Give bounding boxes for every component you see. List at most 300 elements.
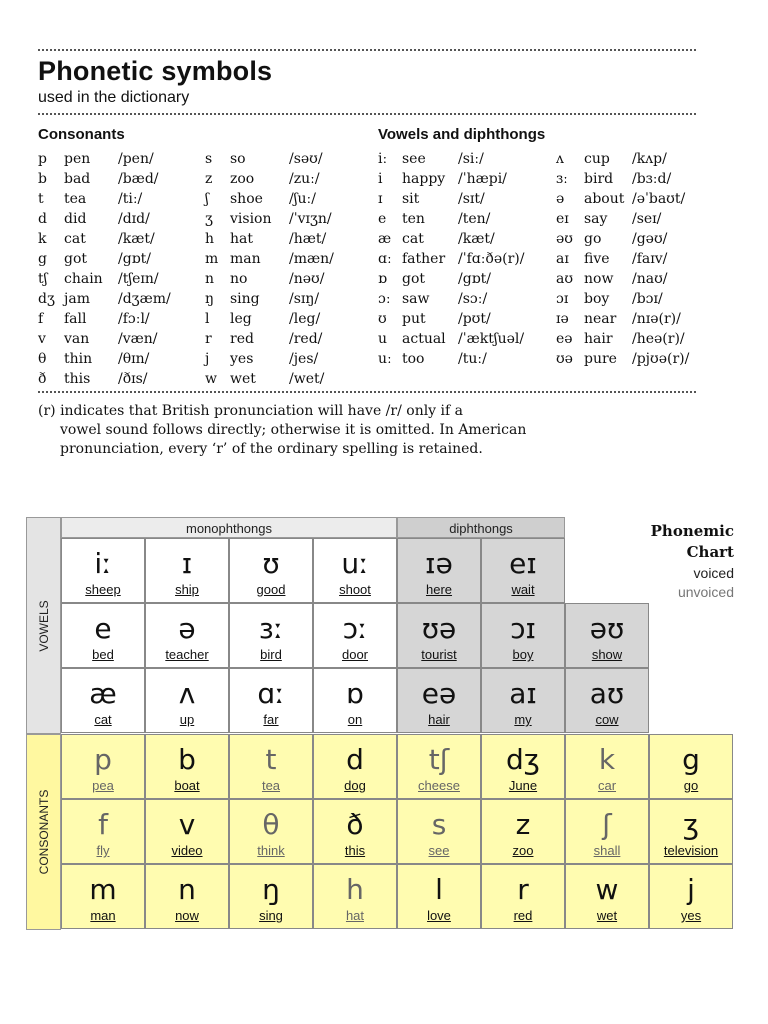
phoneme-cell[interactable] [565, 864, 649, 929]
symbol-row [378, 289, 548, 309]
phoneme-example-word: door [341, 647, 369, 662]
phoneme-example-word: ship [175, 582, 199, 597]
example-word: put [402, 311, 426, 327]
ipa-symbol: eə [556, 331, 573, 347]
phoneme-cell[interactable] [481, 734, 565, 799]
ipa-symbol: k [38, 231, 47, 247]
transcription: /bæd/ [118, 171, 159, 187]
symbol-row [38, 349, 198, 369]
phoneme-cell[interactable] [61, 799, 145, 864]
ipa-symbol: æ [378, 231, 392, 247]
ipa-symbol: ɑː [378, 251, 392, 267]
example-word: shoe [230, 191, 263, 207]
symbol-row [205, 309, 365, 329]
symbol-row [38, 289, 198, 309]
phoneme-symbol: r [517, 873, 529, 906]
phoneme-symbol: ŋ [262, 873, 280, 906]
phoneme-cell[interactable] [145, 799, 229, 864]
phoneme-example-word: now [175, 908, 199, 923]
ipa-symbol: g [38, 251, 47, 267]
phoneme-example-word: love [427, 908, 451, 923]
symbol-row [205, 369, 365, 389]
example-word: zoo [230, 171, 255, 187]
phoneme-cell[interactable] [145, 668, 229, 733]
phoneme-cell[interactable] [313, 668, 397, 733]
consonants-column-2 [205, 149, 365, 389]
example-word: boy [584, 291, 610, 307]
transcription: /sɔː/ [458, 291, 488, 307]
transcription: /faɪv/ [632, 251, 668, 267]
example-word: got [64, 251, 88, 267]
phoneme-example-word: cheese [418, 778, 460, 793]
phoneme-cell[interactable] [145, 864, 229, 929]
phoneme-symbol: h [346, 873, 364, 906]
phoneme-cell[interactable] [313, 864, 397, 929]
example-word: bird [584, 171, 614, 187]
transcription: /nɪə(r)/ [632, 311, 681, 327]
phoneme-cell[interactable] [61, 603, 145, 668]
ipa-symbol: n [205, 271, 215, 287]
symbol-row [38, 229, 198, 249]
ipa-symbol: eɪ [556, 211, 569, 227]
phoneme-example-word: cat [94, 712, 112, 727]
example-word: so [230, 151, 246, 167]
transcription: /tiː/ [118, 191, 143, 207]
symbol-row [205, 289, 365, 309]
transcription: /ðɪs/ [118, 371, 148, 387]
phoneme-cell[interactable] [229, 603, 313, 668]
phoneme-example-word: fly [96, 843, 110, 858]
note-line-2: vowel sound follows directly; otherwise it is omitted. In American [60, 422, 527, 438]
note-line-1: (r) indicates that British pronunciation will have /r/ only if a [38, 403, 463, 419]
ipa-symbol: p [38, 151, 47, 167]
phoneme-cell[interactable] [649, 734, 733, 799]
consonants-column-1 [38, 149, 198, 389]
phoneme-example-word: bird [260, 647, 282, 662]
symbol-row [556, 229, 706, 249]
phoneme-symbol: ɪ [181, 547, 193, 580]
phoneme-example-word: shall [593, 843, 621, 858]
ipa-symbol: z [205, 171, 213, 187]
symbol-row [556, 169, 706, 189]
ipa-symbol: j [205, 351, 210, 367]
phoneme-cell[interactable] [565, 799, 649, 864]
phoneme-example-word: this [344, 843, 366, 858]
phoneme-cell[interactable] [397, 799, 481, 864]
phoneme-symbol: θ [262, 808, 280, 841]
example-word: red [230, 331, 254, 347]
transcription: /ˈvɪʒn/ [289, 211, 332, 227]
phoneme-symbol: ð [346, 808, 364, 841]
symbol-row [378, 269, 548, 289]
transcription: /zuː/ [289, 171, 320, 187]
example-word: see [402, 151, 426, 167]
phoneme-example-word: television [663, 843, 719, 858]
phoneme-symbol: e [94, 612, 112, 645]
transcription: /ˈæktʃuəl/ [458, 331, 525, 347]
note-line-3: pronunciation, every ‘r’ of the ordinary spelling is retained. [60, 441, 483, 457]
phoneme-symbol: tʃ [428, 743, 450, 776]
transcription: /gəʊ/ [632, 231, 668, 247]
transcription: /ˈhæpi/ [458, 171, 507, 187]
ipa-symbol: ʊə [556, 351, 573, 367]
ipa-symbol: ʌ [556, 151, 564, 167]
header-divider [38, 113, 696, 115]
symbol-row [556, 249, 706, 269]
phoneme-example-word: up [179, 712, 195, 727]
symbol-row [38, 209, 198, 229]
vowels-band [26, 517, 61, 734]
transcription: /fɔːl/ [118, 311, 150, 327]
symbol-row [205, 349, 365, 369]
ipa-symbol: ɪə [556, 311, 569, 327]
phoneme-example-word: zoo [512, 843, 534, 858]
symbol-row [38, 369, 198, 389]
phoneme-cell[interactable] [649, 799, 733, 864]
legend-title-2: Chart [686, 543, 734, 561]
phoneme-symbol: aʊ [589, 677, 625, 710]
ipa-symbol: w [205, 371, 217, 387]
phoneme-cell[interactable] [481, 603, 565, 668]
example-word: go [584, 231, 602, 247]
example-word: happy [402, 171, 446, 187]
phoneme-example-word: bed [92, 647, 114, 662]
phoneme-example-word: hair [428, 712, 450, 727]
phoneme-cell[interactable] [481, 864, 565, 929]
transcription: /dɪd/ [118, 211, 150, 227]
transcription: /jes/ [289, 351, 319, 367]
transcription: /nəʊ/ [289, 271, 325, 287]
phoneme-cell[interactable] [481, 799, 565, 864]
ipa-symbol: h [205, 231, 215, 247]
phoneme-symbol: ə [178, 612, 196, 645]
phoneme-cell[interactable] [61, 538, 145, 603]
transcription: /pen/ [118, 151, 154, 167]
symbol-row [38, 329, 198, 349]
phoneme-example-word: my [514, 712, 532, 727]
transcription: /wet/ [289, 371, 325, 387]
ipa-symbol: ɔː [378, 291, 391, 307]
phoneme-example-word: tourist [421, 647, 457, 662]
phoneme-symbol: w [595, 873, 619, 906]
symbol-row [378, 329, 548, 349]
example-word: cat [402, 231, 424, 247]
ipa-symbol: u [378, 331, 388, 347]
ipa-symbol: b [38, 171, 47, 187]
transcription: /kæt/ [118, 231, 155, 247]
transcription: /bɔɪ/ [632, 291, 663, 307]
symbol-row [378, 229, 548, 249]
ipa-symbol: ʃ [205, 191, 209, 207]
symbol-row [38, 269, 198, 289]
phoneme-symbol: ɔɪ [510, 612, 536, 645]
transcription: /hæt/ [289, 231, 327, 247]
phoneme-example-word: on [347, 712, 363, 727]
example-word: bad [64, 171, 91, 187]
transcription: /ʃuː/ [289, 191, 316, 207]
phoneme-cell[interactable] [481, 668, 565, 733]
phoneme-symbol: z [515, 808, 531, 841]
page-title: Phonetic symbols [38, 56, 273, 86]
symbol-row [38, 189, 198, 209]
phoneme-cell[interactable] [61, 734, 145, 799]
phoneme-cell[interactable] [229, 799, 313, 864]
phoneme-symbol: v [178, 808, 196, 841]
example-word: hair [584, 331, 613, 347]
phoneme-cell[interactable] [145, 603, 229, 668]
phoneme-cell[interactable] [229, 538, 313, 603]
phoneme-cell[interactable] [145, 734, 229, 799]
transcription: /səʊ/ [289, 151, 323, 167]
ipa-symbol: uː [378, 351, 392, 367]
transcription: /əˈbaʊt/ [632, 191, 686, 207]
symbol-row [205, 229, 365, 249]
phoneme-cell[interactable] [61, 668, 145, 733]
example-word: did [64, 211, 87, 227]
example-word: fall [64, 311, 87, 327]
transcription: /naʊ/ [632, 271, 668, 287]
ipa-symbol: d [38, 211, 47, 227]
example-word: now [584, 271, 614, 287]
symbol-row [205, 149, 365, 169]
ipa-symbol: ʒ [205, 211, 213, 227]
phoneme-example-word: boat [174, 778, 200, 793]
phoneme-symbol: f [98, 808, 108, 841]
phoneme-symbol: ɜː [258, 612, 284, 645]
phoneme-cell[interactable] [565, 668, 649, 733]
example-word: thin [64, 351, 93, 367]
transcription: /tuː/ [458, 351, 487, 367]
phoneme-example-word: man [90, 908, 116, 923]
example-word: ten [402, 211, 425, 227]
phoneme-cell[interactable] [229, 668, 313, 733]
symbol-row [556, 149, 706, 169]
phoneme-example-word: sing [259, 908, 283, 923]
ipa-symbol: ɒ [378, 271, 387, 287]
ipa-symbol: l [205, 311, 210, 327]
symbol-row [556, 269, 706, 289]
phoneme-cell[interactable] [229, 864, 313, 929]
phoneme-example-word: wet [596, 908, 618, 923]
phoneme-cell[interactable] [61, 864, 145, 929]
phoneme-example-word: go [683, 778, 699, 793]
phoneme-symbol: æ [89, 677, 117, 710]
phoneme-example-word: boy [512, 647, 534, 662]
phoneme-cell[interactable] [565, 734, 649, 799]
example-word: saw [402, 291, 430, 307]
consonants-label: CONSONANTS [36, 789, 51, 875]
example-word: say [584, 211, 608, 227]
phoneme-example-word: sheep [85, 582, 121, 597]
phoneme-cell[interactable] [313, 799, 397, 864]
transcription: /θɪn/ [118, 351, 150, 367]
phoneme-cell[interactable] [145, 538, 229, 603]
symbol-row [556, 189, 706, 209]
transcription: /væn/ [118, 331, 158, 347]
phoneme-example-word: June [508, 778, 538, 793]
phoneme-cell[interactable] [313, 538, 397, 603]
ipa-symbol: i [378, 171, 383, 187]
ipa-symbol: ɪ [378, 191, 383, 207]
phoneme-cell[interactable] [397, 538, 481, 603]
transcription: /leg/ [289, 311, 321, 327]
symbol-row [378, 349, 548, 369]
phoneme-example-word: hat [345, 908, 365, 923]
phoneme-example-word: far [263, 712, 279, 727]
symbol-row [556, 309, 706, 329]
phoneme-symbol: ʊə [421, 612, 457, 645]
ipa-symbol: əʊ [556, 231, 573, 247]
diphthongs-header: diphthongs [397, 517, 565, 538]
example-word: yes [230, 351, 254, 367]
phoneme-example-word: red [513, 908, 533, 923]
phoneme-symbol: ʊ [262, 547, 280, 580]
transcription: /sɪt/ [458, 191, 485, 207]
transcription: /kʌp/ [632, 151, 667, 167]
symbol-row [205, 329, 365, 349]
transcription: /pjʊə(r)/ [632, 351, 690, 367]
phoneme-cell[interactable] [565, 603, 649, 668]
phoneme-example-word: cow [595, 712, 619, 727]
symbol-row [205, 249, 365, 269]
transcription: /sɪŋ/ [289, 291, 320, 307]
phoneme-example-word: wait [511, 582, 535, 597]
transcription: /siː/ [458, 151, 484, 167]
page-subtitle: used in the dictionary [38, 89, 190, 106]
symbol-row [378, 309, 548, 329]
phoneme-symbol: t [265, 743, 277, 776]
phoneme-example-word: good [256, 582, 286, 597]
ipa-symbol: θ [38, 351, 47, 367]
example-word: cup [584, 151, 610, 167]
ipa-symbol: r [205, 331, 212, 347]
phoneme-symbol: ʌ [178, 677, 196, 710]
example-word: cat [64, 231, 86, 247]
transcription: /tʃeɪn/ [118, 271, 159, 287]
phoneme-symbol: eə [421, 677, 457, 710]
phoneme-example-word: here [425, 582, 453, 597]
example-word: jam [64, 291, 90, 307]
symbol-row [205, 189, 365, 209]
ipa-symbol: ə [556, 191, 565, 207]
pronunciation-note [38, 402, 598, 459]
example-word: hat [230, 231, 253, 247]
phoneme-symbol: s [431, 808, 447, 841]
ipa-symbol: aɪ [556, 251, 569, 267]
phoneme-symbol: ɒ [346, 677, 364, 710]
transcription: /ten/ [458, 211, 491, 227]
vowels-column-2 [556, 149, 706, 369]
symbol-row [38, 149, 198, 169]
symbol-row [38, 169, 198, 189]
symbol-row [378, 149, 548, 169]
ipa-symbol: ð [38, 371, 47, 387]
ipa-symbol: ŋ [205, 291, 215, 307]
phoneme-cell[interactable] [313, 603, 397, 668]
ipa-symbol: v [38, 331, 46, 347]
phoneme-cell[interactable] [481, 538, 565, 603]
phoneme-symbol: p [94, 743, 112, 776]
phoneme-example-word: pea [92, 778, 114, 793]
phoneme-symbol: ɪə [425, 547, 453, 580]
phoneme-symbol: ʒ [682, 808, 700, 841]
symbol-row [205, 169, 365, 189]
example-word: pure [584, 351, 617, 367]
phoneme-cell[interactable] [649, 864, 733, 929]
consonants-heading: Consonants [38, 126, 125, 143]
ipa-symbol: m [205, 251, 219, 267]
phoneme-example-word: think [257, 843, 285, 858]
example-word: near [584, 311, 617, 327]
transcription: /bɜːd/ [632, 171, 672, 187]
phoneme-example-word: teacher [165, 647, 209, 662]
phoneme-symbol: n [178, 873, 196, 906]
phoneme-symbol: b [178, 743, 196, 776]
phoneme-cell[interactable] [397, 734, 481, 799]
top-divider [38, 49, 696, 51]
example-word: sit [402, 191, 420, 207]
ipa-symbol: tʃ [38, 271, 48, 287]
phoneme-cell[interactable] [397, 603, 481, 668]
phoneme-example-word: show [591, 647, 623, 662]
ipa-symbol: e [378, 211, 387, 227]
symbol-row [378, 209, 548, 229]
ipa-symbol: ʊ [378, 311, 387, 327]
symbol-row [38, 249, 198, 269]
ipa-symbol: aʊ [556, 271, 574, 287]
phoneme-cell[interactable] [397, 668, 481, 733]
transcription: /pʊt/ [458, 311, 491, 327]
example-word: van [64, 331, 90, 347]
footnote-divider [38, 391, 696, 393]
phonemic-chart [26, 517, 734, 930]
phoneme-symbol: m [89, 873, 117, 906]
phoneme-example-word: tea [261, 778, 281, 793]
ipa-symbol: f [38, 311, 44, 327]
transcription: /kæt/ [458, 231, 495, 247]
transcription: /dʒæm/ [118, 291, 171, 307]
symbol-row [556, 349, 706, 369]
phoneme-symbol: iː [94, 547, 112, 580]
symbol-row [556, 209, 706, 229]
phoneme-symbol: uː [341, 547, 369, 580]
symbol-row [378, 169, 548, 189]
transcription: /mæn/ [289, 251, 334, 267]
phoneme-example-word: car [597, 778, 617, 793]
example-word: tea [64, 191, 87, 207]
ipa-symbol: iː [378, 151, 388, 167]
chart-legend [651, 521, 734, 601]
transcription: /gɒt/ [458, 271, 491, 287]
example-word: actual [402, 331, 446, 347]
example-word: leg [230, 311, 252, 327]
phoneme-symbol: dʒ [506, 743, 540, 776]
legend-title-1: Phonemic [650, 522, 734, 540]
example-word: wet [230, 371, 256, 387]
symbol-row [378, 249, 548, 269]
transcription: /heə(r)/ [632, 331, 685, 347]
phoneme-symbol: ɔː [342, 612, 368, 645]
phoneme-cell[interactable] [397, 864, 481, 929]
phoneme-symbol: ʃ [602, 808, 612, 841]
example-word: about [584, 191, 625, 207]
phoneme-cell[interactable] [313, 734, 397, 799]
phoneme-symbol: aɪ [509, 677, 537, 710]
phoneme-symbol: l [435, 873, 443, 906]
ipa-symbol: ɔɪ [556, 291, 569, 307]
phoneme-cell[interactable] [229, 734, 313, 799]
vowels-column-1 [378, 149, 548, 369]
